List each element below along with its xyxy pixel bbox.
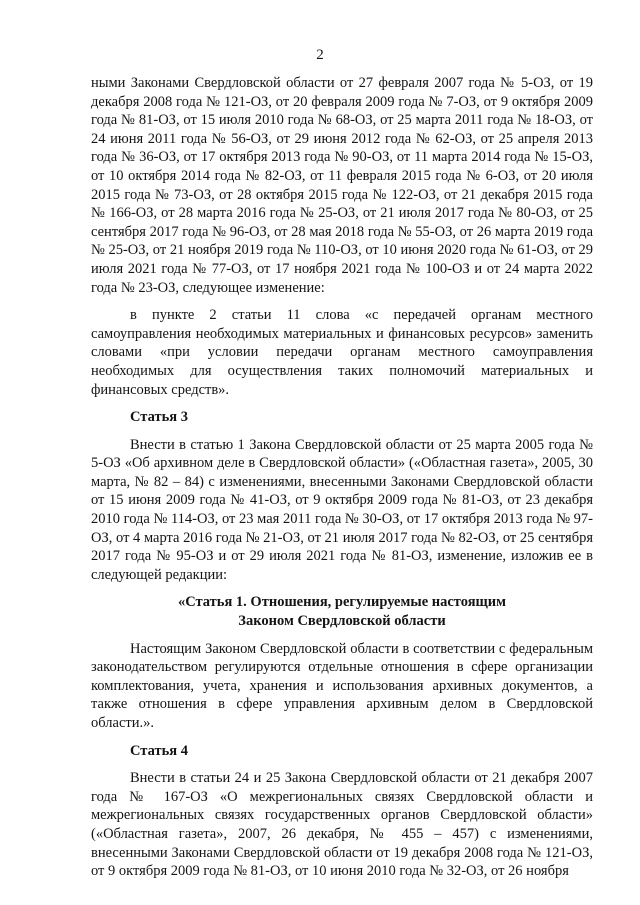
paragraph-continuation: ными Законами Свердловской области от 27 февраля 2007 года № 5-ОЗ, от 19 декабря 2008 года № 121-ОЗ, от 20 февраля 2009 года № 7-ОЗ, от 9 октября 2009 года № 81-ОЗ, от 15 июля 2010 года № 68-ОЗ, от 25 марта 2011 года № 18-ОЗ, от 24 июня 2011 года № 56-ОЗ, от 29 июня 2012 года № 62-ОЗ, от 25 апреля 2013 года № 36-ОЗ, от 17 октября 2013 года № 90-ОЗ, от 11 марта 2014 года № 15-ОЗ, от 10 октября 2014 года № 82-ОЗ, от 11 февраля 2015 года № 6-ОЗ, от 20 июля 2015 года № 73-ОЗ, от 28 октября 2015 года № 122-ОЗ, от 21 декабря 2015 года № 166-ОЗ, от 28 марта 2016 года № 25-ОЗ, от 21 июля 2017 года № 80-ОЗ, от 25 сентября 2017 года № 96-ОЗ, от 28 мая 2018 года № 55-ОЗ, от 26 марта 2019 года № 25-ОЗ, от 21 ноября 2019 года № 110-ОЗ, от 10 июня 2020 года № 61-ОЗ, от 29 июля 2021 года № 77-ОЗ, от 17 ноября 2021 года № 100-ОЗ и от 24 марта 2022 года № 23-ОЗ, следующее изменение: [91,75,593,296]
article-4-text: Внести в статьи 24 и 25 Закона Свердловской области от 21 декабря 2007 года № 167-ОЗ «О межрегиональных связях Свердловской области и межрегиональных связях государственных органов Свердловской области» («Областная газета», 2007, 26 декабря, № 455 – 457) с изменениями, внесенными Законами Свердловской области от 19 декабря 2008 года № 121-ОЗ, от 9 октября 2009 года № 81-ОЗ, от 10 июня 2010 года № 32-ОЗ, от 26 ноября [91,770,593,880]
quoted-article-text: Настоящим Законом Свердловской области в соответствии с федеральным законодательством регулируются отдельные отношения в сфере организации комплектования, учета, хранения и использования архивных документов, а также отношения в сфере управления архивным делом в Свердловской области.». [91,640,593,731]
article-4-heading: Статья 4 [130,742,188,759]
quoted-heading-line-1: «Статья 1. Отношения, регулируемые настоящим [177,594,507,611]
quoted-heading-line-2: Законом Свердловской области [238,613,446,630]
quoted-article-heading [91,593,593,630]
article-3-heading: Статья 3 [130,409,188,426]
document-body [91,74,593,881]
page-number: 2 [316,47,324,63]
article-3-text: Внести в статью 1 Закона Свердловской области от 25 марта 2005 года № 5-ОЗ «Об архивном деле в Свердловской области» («Областная газета», 2005, 30 марта, № 82 – 84) с изменениями, внесенными Законами Свердловской области от 15 июня 2009 года № 41-ОЗ, от 9 октября 2009 года № 81-ОЗ, от 23 декабря 2010 года № 114-ОЗ, от 23 мая 2011 года № 30-ОЗ, от 17 октября 2013 года № 97-ОЗ, от 4 марта 2016 года № 21-ОЗ, от 21 июля 2017 года № 82-ОЗ, от 25 сентября 2017 года № 95-ОЗ и от 29 июля 2021 года № 81-ОЗ, изменение, изложив ее в следующей редакции: [91,436,593,583]
paragraph-amendment: в пункте 2 статьи 11 слова «с передачей органам местного самоуправления необходимых материальных и финансовых ресурсов» заменить словами «при условии передачи органам местного самоуправления необходимых для осуществления таких полномочий материальных и финансовых средств». [91,307,593,398]
